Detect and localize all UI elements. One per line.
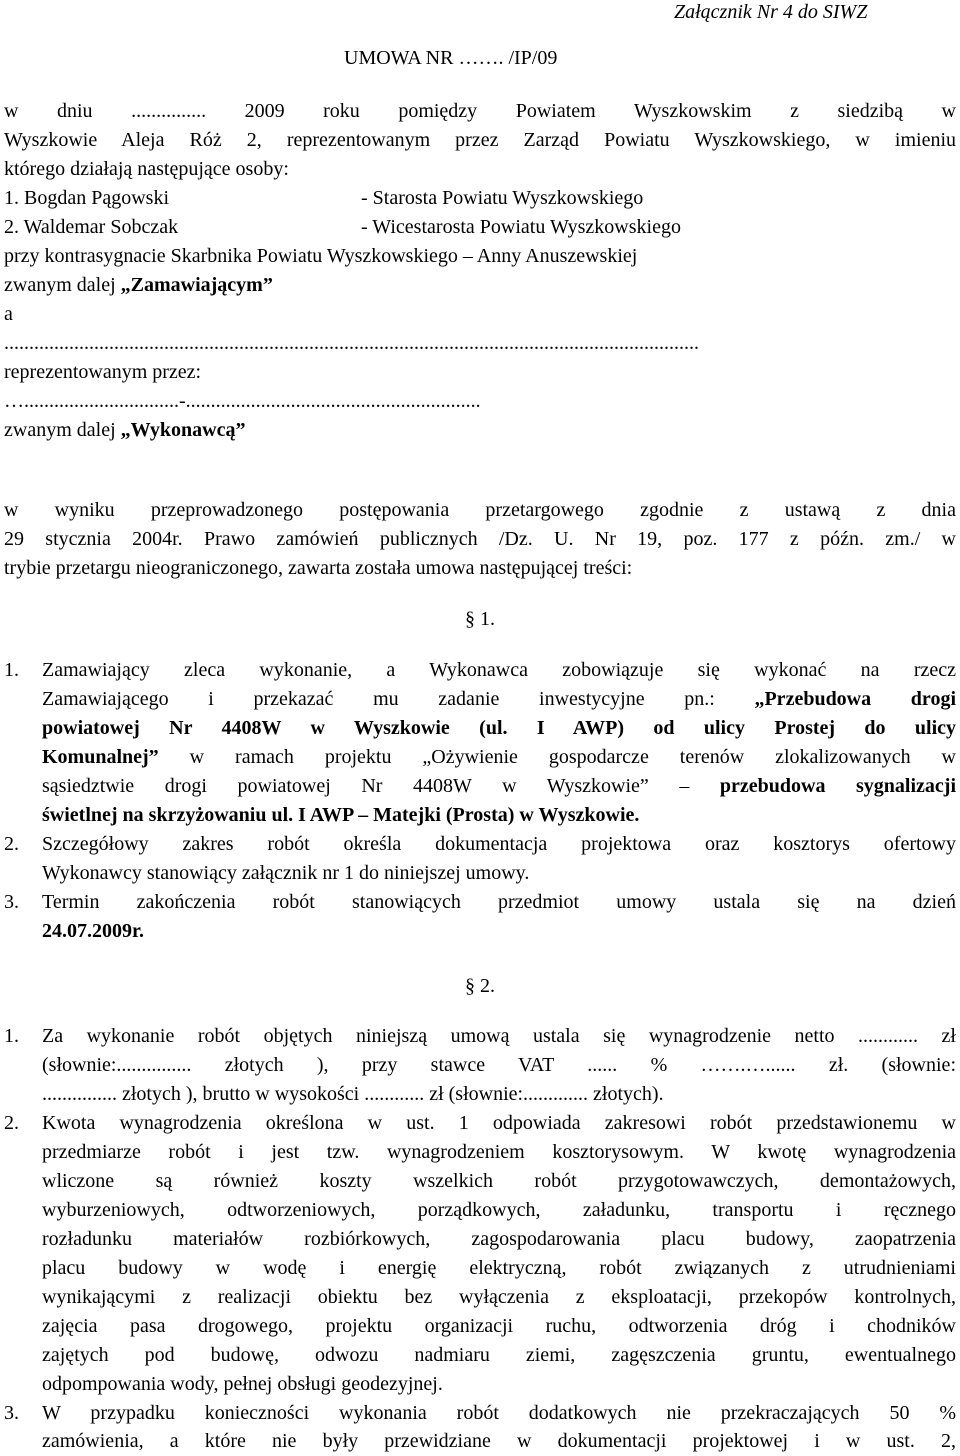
signatory-2-role: - Wicestarosta Powiatu Wyszkowskiego bbox=[361, 216, 681, 238]
conjunction: a bbox=[4, 303, 13, 325]
item-line: (słownie:............... złotych ), przy stawce VAT ...... % …….…...... zł. (słownie: bbox=[42, 1054, 956, 1076]
item-line: Termin zakończenia robót stanowiących przedmiot umowy ustala się na dzień bbox=[42, 891, 956, 913]
item-number: 1. bbox=[4, 659, 19, 681]
contractor-blank: ........................................................................................................................................... bbox=[4, 332, 699, 354]
item-line: Szczegółowy zakres robót określa dokumentacja projektowa oraz kosztorys ofertowy bbox=[42, 833, 956, 855]
item-number: 3. bbox=[4, 891, 19, 913]
project-title-part: Komunalnej” bbox=[42, 746, 159, 768]
attachment-note: Załącznik Nr 4 do SIWZ bbox=[674, 1, 868, 23]
completion-date: 24.07.2009r. bbox=[42, 920, 145, 942]
contract-title: UMOWA NR ……. /IP/09 bbox=[344, 47, 558, 69]
section-2-heading: § 2. bbox=[465, 975, 495, 997]
item-line: zajętych pod budowę, odwozu nadmiaru ziemi, zagęszczenia gruntu, ewentualnego bbox=[42, 1344, 956, 1366]
item-number: 2. bbox=[4, 833, 19, 855]
contractor-line bbox=[4, 416, 956, 445]
item-line: Za wykonanie robót objętych niniejszą umową ustala się wynagrodzenie netto ............ zł bbox=[42, 1025, 956, 1047]
item-line: wynikającymi z realizacji obiektu bez wyłączenia z eksploatacji, przekopów kontrolnych, bbox=[42, 1286, 956, 1308]
item-line: Wykonawcy stanowiący załącznik nr 1 do niniejszej umowy. bbox=[42, 862, 530, 884]
item-line: placu budowy w wodę i energię elektryczną, robót związanych z utrudnieniami bbox=[42, 1257, 956, 1279]
task-title-part: przebudowa sygnalizacji bbox=[719, 775, 956, 797]
signatory-1-name: 1. Bogdan Pągowski bbox=[4, 187, 169, 209]
project-title-part: „Przebudowa drogi bbox=[754, 688, 956, 710]
signatory-1-role: - Starosta Powiatu Wyszkowskiego bbox=[361, 187, 644, 209]
section-1-heading: § 1. bbox=[465, 608, 495, 630]
intro-line: którego działają następujące osoby: bbox=[4, 158, 289, 180]
item-line: zajęcia pasa drogowego, projektu organizacji ruchu, odtworzenia dróg i chodników bbox=[42, 1315, 956, 1337]
item-line: W przypadku konieczności wykonania robót dodatkowych nie przekraczających 50 % bbox=[42, 1402, 956, 1424]
representative-blank: …...............................-........................................................... bbox=[4, 390, 481, 412]
item-number: 3. bbox=[4, 1402, 19, 1424]
item-line: rozładunku materiałów rozbiórkowych, zagospodarowania placu budowy, zaopatrzenia bbox=[42, 1228, 956, 1250]
item-line: odpompowania wody, pełnej obsługi geodezyjnej. bbox=[42, 1373, 443, 1395]
signatory-2-name: 2. Waldemar Sobczak bbox=[4, 216, 179, 238]
item-number: 1. bbox=[4, 1025, 19, 1047]
item-line-part: Zamawiającego i przekazać mu zadanie inwestycyjne pn.: bbox=[42, 688, 715, 710]
task-title-line: świetlnej na skrzyżowaniu ul. I AWP – Matejki (Prosta) w Wyszkowie. bbox=[42, 804, 640, 826]
intro-line: Wyszkowie Aleja Róż 2, reprezentowanym przez Zarząd Powiatu Wyszkowskiego, w imieniu bbox=[4, 129, 956, 151]
item-line bbox=[42, 743, 956, 772]
ordering-party-prefix: zwanym dalej bbox=[4, 274, 116, 296]
item-line: Zamawiający zleca wykonanie, a Wykonawca zobowiązuje się wykonać na rzecz bbox=[42, 659, 956, 681]
item-line: wliczone są również koszty wszelkich robót przygotowawczych, demontażowych, bbox=[42, 1170, 956, 1192]
item-line-part: sąsiedztwie drogi powiatowej Nr 4408W w Wyszkowie” – bbox=[42, 775, 690, 797]
project-title-part: I AWP) od ulicy Prostej do ulicy bbox=[536, 717, 956, 739]
item-line: przedmiarze robót i jest tzw. wynagrodzeniem kosztorysowym. W kwotę wynagrodzenia bbox=[42, 1141, 956, 1163]
countersignature-line: przy kontrasygnacie Skarbnika Powiatu Wyszkowskiego – Anny Anuszewskiej bbox=[4, 245, 638, 267]
represented-by-label: reprezentowanym przez: bbox=[4, 361, 202, 383]
item-line bbox=[42, 685, 956, 714]
item-line: ............... złotych ), brutto w wysokości ............ zł (słownie:............. złotych). bbox=[42, 1083, 664, 1105]
ordering-party-line bbox=[4, 271, 956, 300]
item-line: wyburzeniowych, odtworzeniowych, porządkowych, załadunku, transportu i ręcznego bbox=[42, 1199, 956, 1221]
project-title-line bbox=[42, 714, 956, 743]
item-line: zamówienia, a które nie były przewidziane w dokumentacji projektowej i w ust. 2, bbox=[42, 1430, 956, 1452]
basis-line: w wyniku przeprowadzonego postępowania przetargowego zgodnie z ustawą z dnia bbox=[4, 499, 956, 521]
item-line-part: w ramach projektu „Ożywienie gospodarcze terenów zlokalizowanych w bbox=[189, 746, 956, 768]
intro-line: w dniu ............... 2009 roku pomiędzy Powiatem Wyszkowskim z siedzibą w bbox=[4, 100, 956, 122]
contractor-term: „Wykonawcą” bbox=[120, 419, 246, 441]
basis-line: 29 stycznia 2004r. Prawo zamówień publicznych /Dz. U. Nr 19, poz. 177 z późn. zm./ w bbox=[4, 528, 956, 550]
item-number: 2. bbox=[4, 1112, 19, 1134]
project-title-part: powiatowej Nr 4408W w Wyszkowie (ul. bbox=[42, 717, 508, 739]
basis-line: trybie przetargu nieograniczonego, zawarta została umowa następującej treści: bbox=[4, 557, 633, 579]
item-line: Kwota wynagrodzenia określona w ust. 1 odpowiada zakresowi robót przedstawionemu w bbox=[42, 1112, 956, 1134]
contractor-prefix: zwanym dalej bbox=[4, 419, 116, 441]
ordering-party-term: „Zamawiającym” bbox=[120, 274, 273, 296]
item-line bbox=[42, 772, 956, 801]
